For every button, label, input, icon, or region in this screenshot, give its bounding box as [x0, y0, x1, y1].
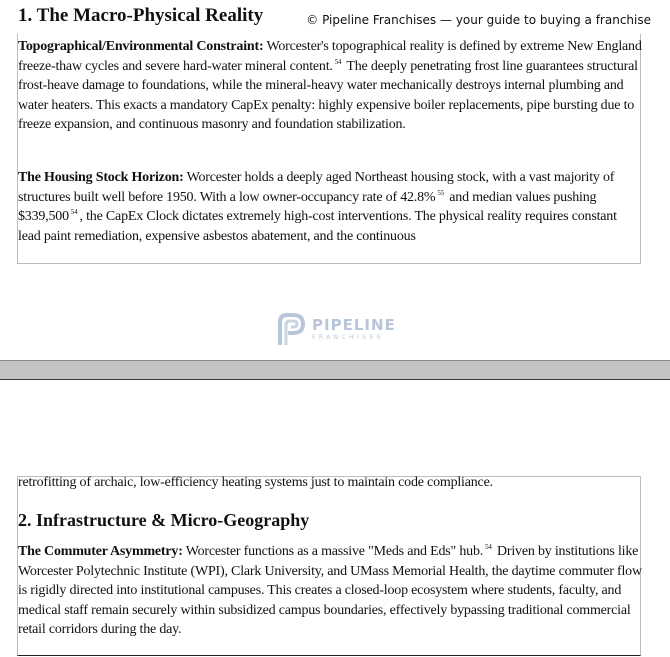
commuter-paragraph [18, 542, 642, 640]
housing-stock-paragraph [18, 168, 642, 246]
housing-text-1: Worcester holds a deeply aged Northeast housing stock, with a vast majority of structures built well before 1950. With a low owner-occupancy rate of 42.8% [18, 170, 615, 205]
continuation-paragraph: retrofitting of archaic, low-efficiency heating systems just to maintain code compliance. [18, 475, 493, 490]
footnote-ref[interactable]: 55 [437, 188, 444, 197]
logo-wordmark: PIPELINE [312, 315, 396, 334]
housing-text-2: and median values pushing $339,500 [18, 189, 597, 224]
page-break-separator [0, 360, 670, 380]
commuter-text-1: Worcester functions as a massive "Meds and Eds" hub. [182, 544, 484, 559]
logo-subtitle: FRANCHISES [312, 333, 384, 341]
topographical-lead: Topographical/Environmental Constraint: [18, 39, 264, 54]
section-2-heading: 2. Infrastructure & Micro-Geography [18, 510, 310, 530]
footnote-ref[interactable]: 54 [485, 543, 492, 552]
pipeline-franchises-logo [276, 312, 396, 346]
pipeline-logo-icon [276, 312, 306, 346]
copyright-notice: © Pipeline Franchises — your guide to buying a franchise [306, 13, 651, 27]
section-1-heading: 1. The Macro-Physical Reality [18, 5, 264, 26]
topographical-paragraph [18, 37, 642, 135]
footnote-ref[interactable]: 54 [334, 57, 342, 66]
commuter-text-2: Driven by institutions like Worcester Polytechnic Institute (WPI), Clark University, and UMass Memorial Health, the daytime commuter flow is rigidly directed into institutional campuses. This creates a closed-loop ecosystem where students, faculty, and medical staff remain securely within subsidized campus boundaries, effectively bypassing traditional commercial retail corridors during the day. [18, 544, 642, 637]
commuter-lead: The Commuter Asymmetry: [18, 544, 183, 559]
footnote-ref[interactable]: 54 [70, 208, 78, 217]
topographical-text-2: The deeply penetrating frost line guarantees structural frost-heave damage to foundations, while the mineral-heavy water mechanically destroys internal plumbing and water heaters. This exacts a mandatory CapEx penalty: highly expensive boiler replacements, pipe bursting due to freeze expansion, and continuous masonry and foundation stabilization. [18, 58, 638, 132]
housing-lead: The Housing Stock Horizon: [18, 170, 184, 185]
topographical-text-1: Worcester's topographical reality is defined by extreme New England freeze-thaw cycles and severe hard-water mineral content. [18, 39, 642, 74]
housing-text-3: , the CapEx Clock dictates extremely high-cost interventions. The physical reality requires constant lead paint remediation, expensive asbestos abatement, and the continuous [18, 209, 617, 244]
